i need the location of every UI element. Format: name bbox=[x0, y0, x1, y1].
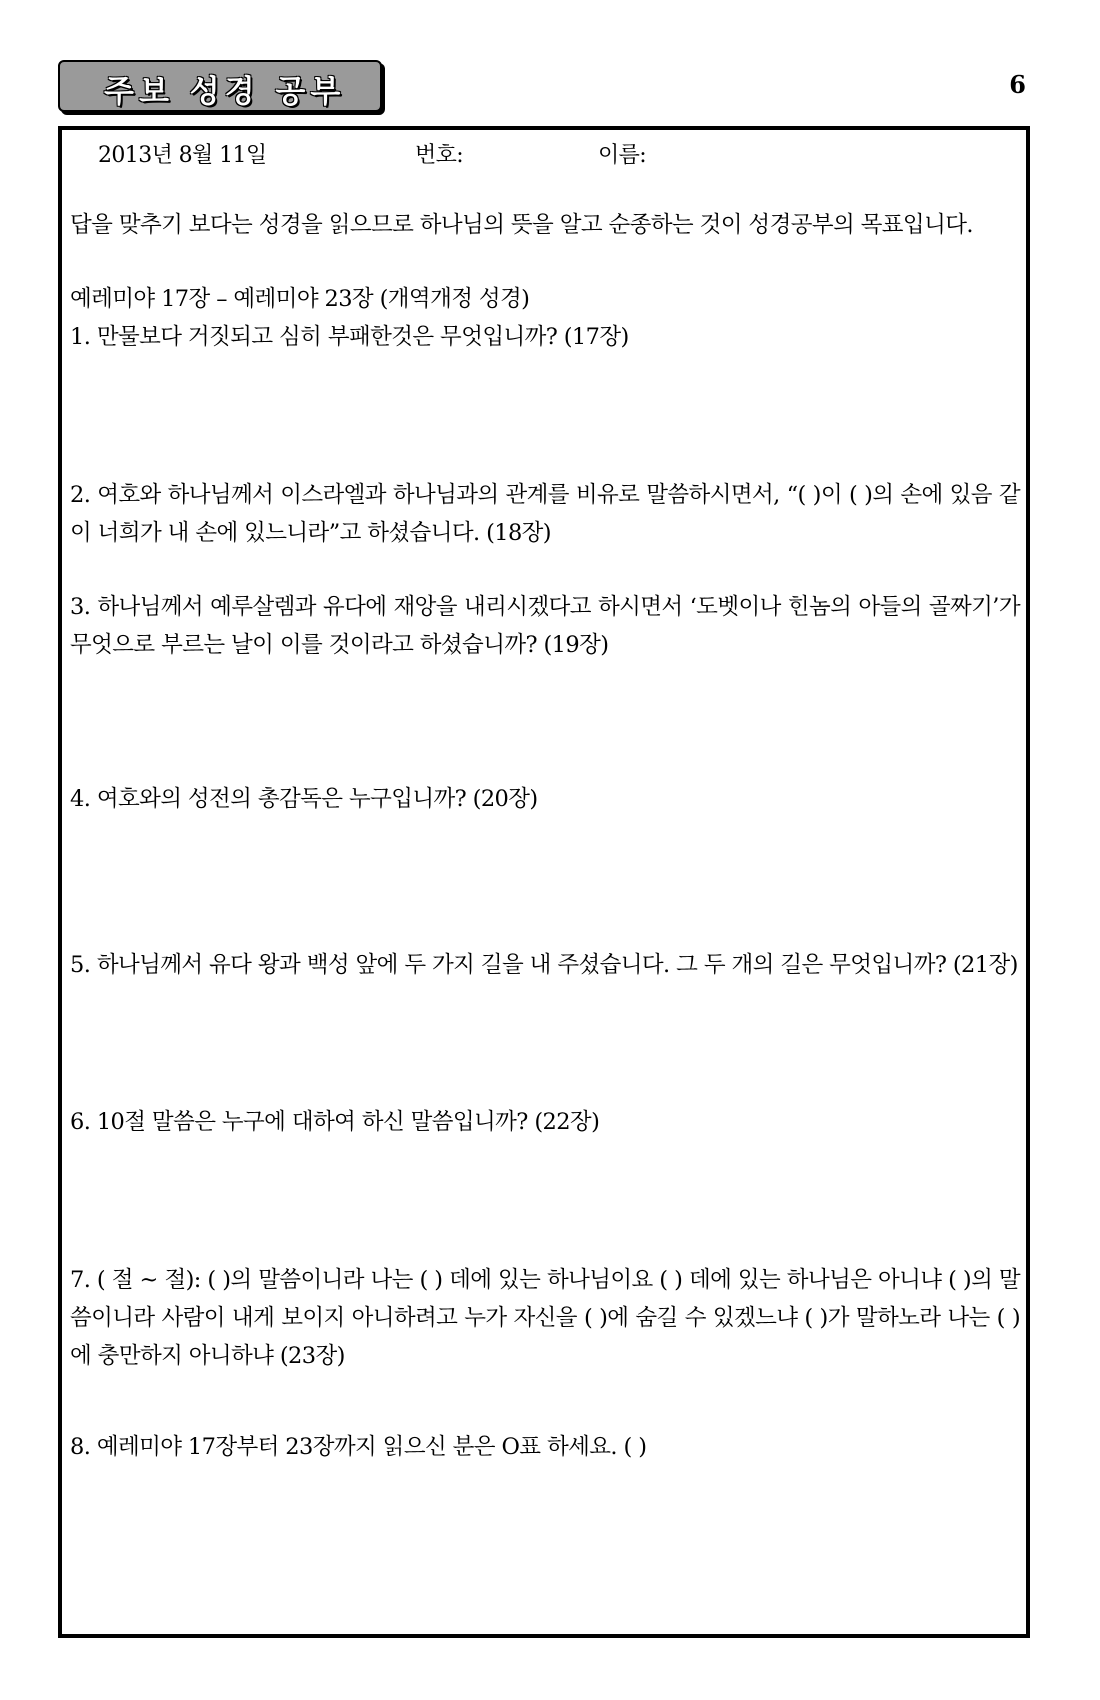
page-header-tab bbox=[58, 60, 382, 112]
worksheet-content bbox=[70, 136, 1020, 1466]
name-label: 이름: bbox=[598, 143, 647, 168]
question-2: 2. 여호와 하나님께서 이스라엘과 하나님과의 관계를 비유로 말씀하시면서, “( )이 ( )의 손에 있음 같이 너희가 내 손에 있느니라”고 하셨습니다. (18장) bbox=[70, 482, 1020, 546]
answer-space-1 bbox=[70, 356, 1020, 476]
answer-space-4 bbox=[70, 818, 1020, 946]
header-title: 주보 성경 공부 bbox=[104, 74, 346, 110]
page-number: 6 bbox=[1009, 70, 1026, 99]
question-1: 1. 만물보다 거짓되고 심히 부패한것은 무엇입니까? (17장) bbox=[70, 324, 629, 350]
intro-text: 답을 맞추기 보다는 성경을 읽으므로 하나님의 뜻을 알고 순종하는 것이 성경공부의 목표입니다. bbox=[70, 212, 973, 238]
question-7: 7. ( 절 ~ 절): ( )의 말씀이니라 나는 ( ) 데에 있는 하나님이요 ( ) 데에 있는 하나님은 아니냐 ( )의 말씀이니라 사람이 내게 보이지 아니하려고 누가 자신을 ( )에 숨길 수 있겠느냐 ( )가 말하노라 나는 ( )에 충만하지 아니하냐 (23장) bbox=[70, 1267, 1020, 1369]
question-4: 4. 여호와의 성전의 총감독은 누구입니까? (20장) bbox=[70, 786, 538, 812]
question-5: 5. 하나님께서 유다 왕과 백성 앞에 두 가지 길을 내 주셨습니다. 그 두 개의 길은 무엇입니까? (21장) bbox=[70, 952, 1018, 978]
date-text: 2013년 8월 11일 bbox=[98, 143, 267, 168]
answer-space-6 bbox=[70, 1141, 1020, 1261]
question-8: 8. 예레미야 17장부터 23장까지 읽으신 분은 O표 하세요. ( ) bbox=[70, 1434, 647, 1460]
answer-space-7 bbox=[70, 1375, 1020, 1428]
meta-row bbox=[70, 136, 1020, 176]
answer-space-2 bbox=[70, 552, 1020, 588]
number-label: 번호: bbox=[415, 143, 464, 168]
answer-space-3 bbox=[70, 664, 1020, 780]
question-3: 3. 하나님께서 예루살렘과 유다에 재앙을 내리시겠다고 하시면서 ‘도벳이나 힌놈의 아들의 골짜기’가 무엇으로 부르는 날이 이를 것이라고 하셨습니까? (19장) bbox=[70, 594, 1020, 658]
scripture-range: 예레미야 17장 – 예레미야 23장 (개역개정 성경) bbox=[70, 286, 530, 312]
question-6: 6. 10절 말씀은 누구에 대하여 하신 말씀입니까? (22장) bbox=[70, 1109, 600, 1135]
answer-space-5 bbox=[70, 984, 1020, 1103]
